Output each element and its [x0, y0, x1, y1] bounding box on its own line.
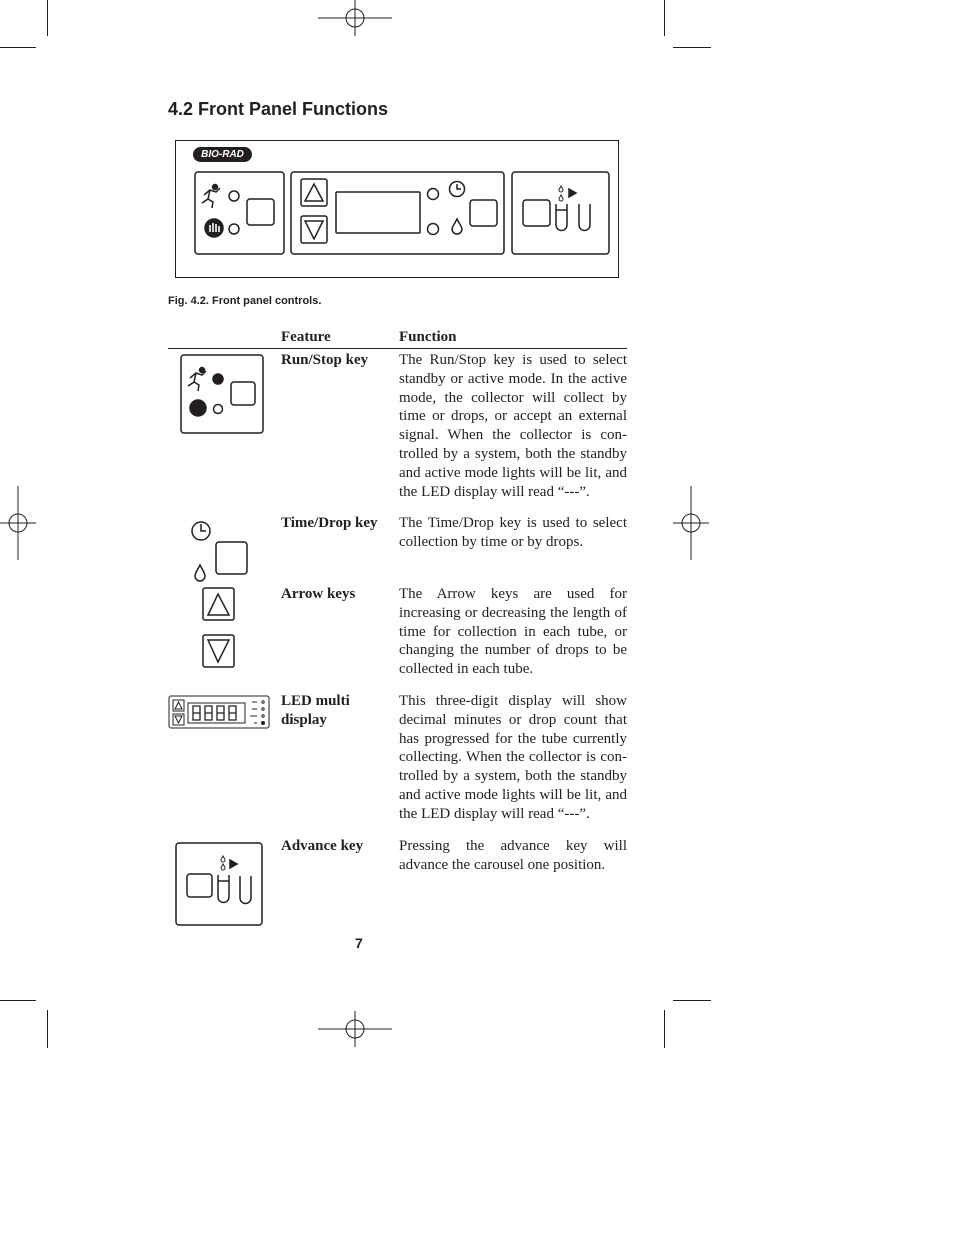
page-number: 7	[355, 935, 363, 951]
figure-caption: Fig. 4.2. Front panel controls.	[168, 295, 322, 307]
advance-arrow-icon	[230, 860, 237, 868]
arrow-up-icon	[305, 184, 323, 201]
feature-led-display: LED multi display	[281, 693, 350, 728]
advance-key-illustration	[176, 843, 262, 925]
feature-arrow-keys: Arrow keys	[281, 586, 356, 602]
function-run-stop: The Run/Stop key is used to select standby or active mode. In the active mode, the collector will collect by time or drops, or accept an external signal. When the collector is con-trolled by a system, both the standby and active mode lights will be lit, and the LED display will read “---”.	[399, 352, 627, 500]
front-panel-controls	[190, 168, 620, 258]
running-man-icon	[188, 368, 206, 392]
drop-icon	[452, 219, 462, 234]
test-tube-icon	[218, 875, 251, 904]
time-drop-key-illustration	[192, 522, 247, 581]
arrow-down-icon	[208, 640, 229, 662]
running-man-icon	[202, 185, 220, 209]
feature-run-stop: Run/Stop key	[281, 352, 369, 368]
function-advance-key: Pressing the advance key will advance the carousel one position.	[399, 838, 627, 873]
clock-icon	[450, 182, 465, 197]
arrow-down-icon	[305, 221, 323, 239]
test-tube-icon	[556, 204, 590, 231]
arrow-up-icon	[208, 594, 229, 615]
function-time-drop: The Time/Drop key is used to select collection by time or by drops.	[399, 515, 627, 550]
header-rule	[168, 348, 627, 349]
function-arrow-keys: The Arrow keys are used for increasing or decreasing the length of time for collection in each tube, or changing the number of drops to be collected in each tube.	[399, 586, 627, 678]
led-display-illustration	[169, 696, 269, 728]
feature-illustrations	[168, 350, 278, 940]
bio-rad-logo: BIO-RAD	[193, 147, 252, 162]
section-title: 4.2 Front Panel Functions	[168, 99, 389, 119]
feature-advance-key: Advance key	[281, 838, 364, 854]
run-stop-key-illustration	[181, 355, 263, 433]
clock-icon	[192, 522, 210, 540]
column-header-function: Function	[399, 329, 457, 345]
function-led-display: This three-digit display will show decimal minutes or drop count that has progressed for the tube currently collecting. When the collector is con-trolled by a system, both the standby and active mode lights will be lit, and the LED display will read “---”.	[399, 693, 627, 822]
drop-icon	[195, 565, 205, 581]
arrow-keys-illustration	[203, 588, 234, 667]
column-header-feature: Feature	[281, 329, 331, 345]
advance-arrow-icon	[569, 189, 576, 197]
feature-time-drop: Time/Drop key	[281, 515, 378, 531]
